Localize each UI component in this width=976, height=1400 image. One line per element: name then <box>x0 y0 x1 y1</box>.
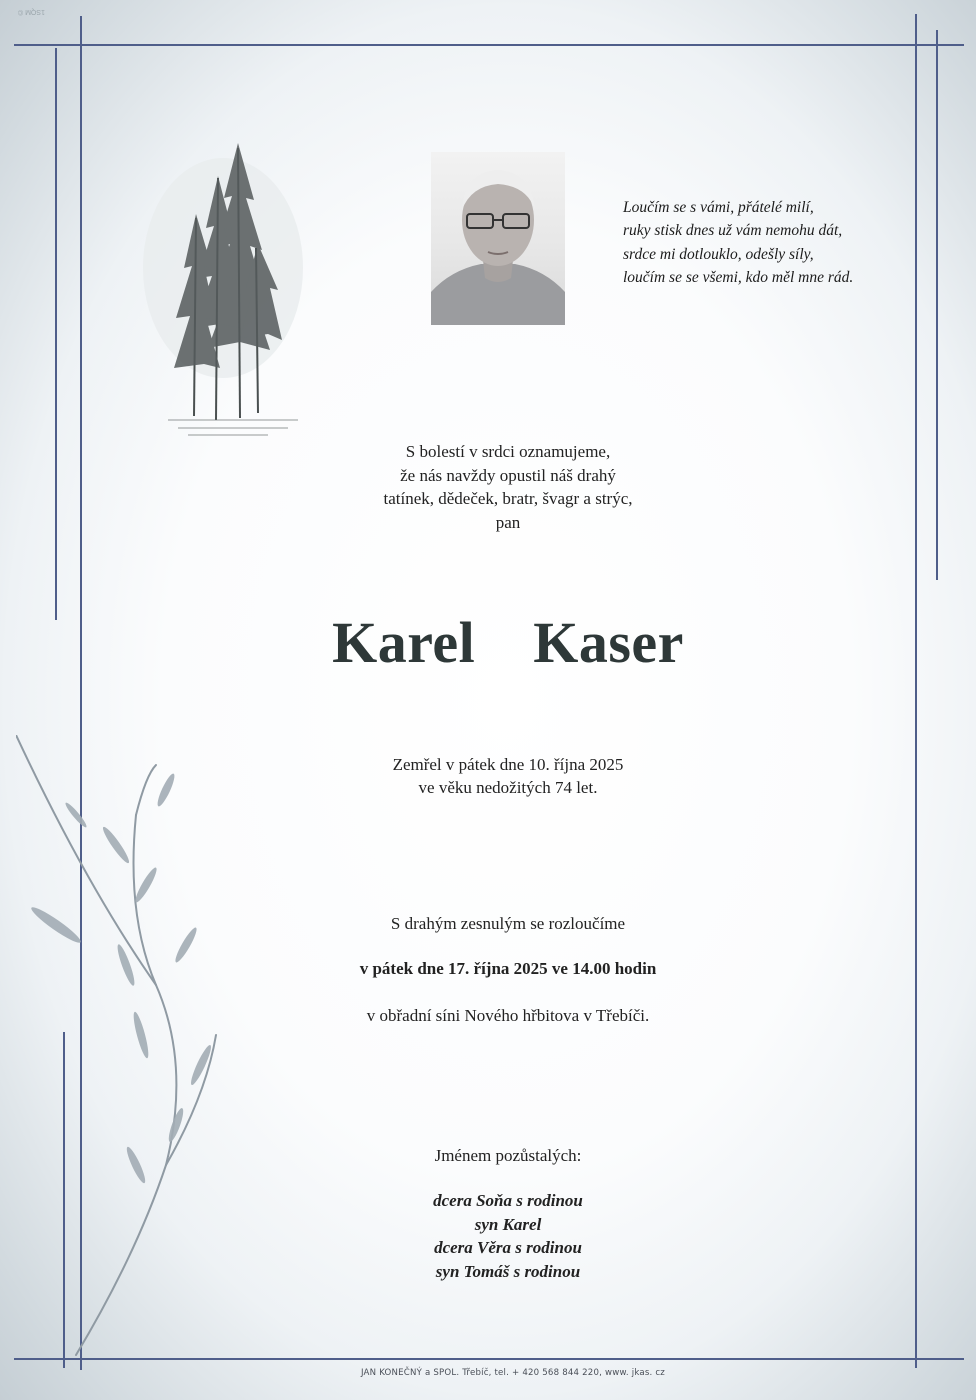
grass-stem-illustration <box>16 735 226 1365</box>
poem-line: loučím se se všemi, kdo měl mne rád. <box>623 269 854 287</box>
mourner-item: dcera Věra s rodinou <box>434 1238 582 1257</box>
announcement-intro <box>0 440 976 534</box>
mourner-item: syn Karel <box>474 1214 542 1234</box>
intro-line: tatínek, dědeček, bratr, švagr a strýc, <box>383 489 633 508</box>
deceased-portrait-photo <box>431 152 565 325</box>
intro-line: S bolestí v srdci oznamujeme, <box>405 442 611 461</box>
intro-line: že nás navždy opustil náš drahý <box>400 465 616 485</box>
ceremony-place: v obřadní síni Nového hřbitova v Třebíči. <box>366 1006 650 1025</box>
on-behalf-heading: Jménem pozůstalých: <box>434 1146 582 1165</box>
poem-line: ruky stisk dnes už vám nemohu dát, <box>623 222 843 240</box>
pine-trees-illustration <box>128 128 328 448</box>
portrait-illustration <box>431 152 565 325</box>
mourner-item: dcera Soňa s rodinou <box>433 1191 583 1210</box>
funeral-service-footer: JAN KONEČNÝ a SPOL. Třebíč, tel. + 420 568 844 220, www. jkas. cz <box>360 1368 666 1378</box>
watermark-text: 1SQM © <box>18 8 45 15</box>
farewell-announcement: S drahým zesnulým se rozloučíme <box>390 914 626 933</box>
frame-left-rule-outer <box>55 48 57 620</box>
farewell-poem <box>623 196 923 290</box>
mourner-item: syn Tomáš s rodinou <box>435 1261 581 1281</box>
death-age-line: ve věku nedožitých 74 let. <box>418 777 598 797</box>
poem-line: srdce mi dotlouklo, odešly síly, <box>623 245 814 263</box>
frame-top-rule <box>14 44 964 46</box>
poem-line: Loučím se s vámi, přátelé milí, <box>623 199 814 216</box>
ceremony-time: v pátek dne 17. října 2025 ve 14.00 hodin <box>359 959 657 978</box>
death-date-line: Zemřel v pátek dne 10. října 2025 <box>392 755 624 774</box>
deceased-name: Karel Kaser <box>332 610 684 675</box>
intro-line: pan <box>495 512 521 532</box>
